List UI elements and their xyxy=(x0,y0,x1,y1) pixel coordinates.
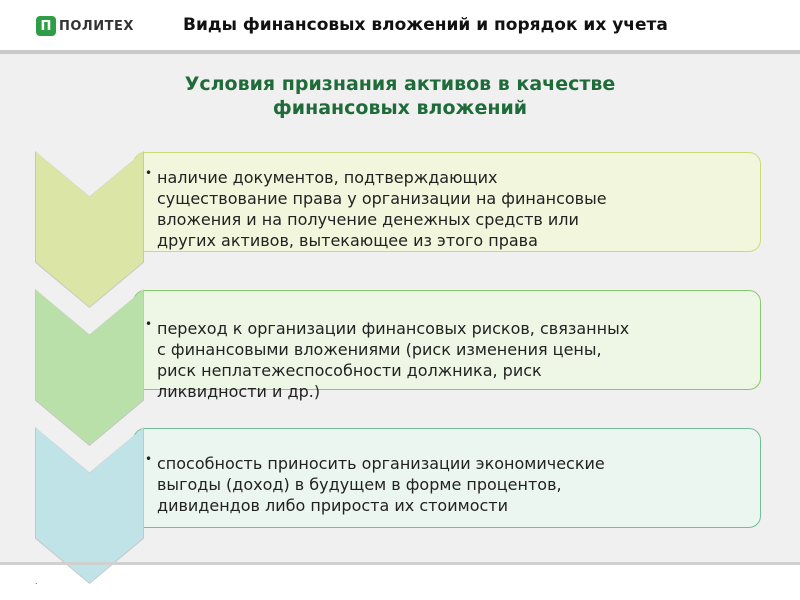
condition-2-line-1: переход к организации финансовых рисков, связанных xyxy=(157,319,630,338)
condition-1-line-3: вложения и на получение денежных средств или xyxy=(157,210,579,229)
bullet-1: • xyxy=(145,166,153,180)
bullet-3: • xyxy=(145,452,153,466)
condition-3-line-3: дивидендов либо прироста их стоимости xyxy=(157,496,508,515)
bullet-2: • xyxy=(145,317,153,331)
subtitle-line-1: Условия признания активов в качестве xyxy=(184,73,616,95)
page-title: Виды финансовых вложений и порядок их учета xyxy=(183,15,668,35)
condition-2-line-3: риск неплатежеспособности должника, риск xyxy=(157,361,542,380)
subtitle-line-2: финансовых вложений xyxy=(272,97,528,119)
condition-text-2 xyxy=(157,318,757,402)
condition-text-1 xyxy=(157,167,757,251)
logo-icon: П xyxy=(36,16,56,36)
condition-2-line-4: ликвидности и др.) xyxy=(157,382,321,401)
section-subtitle xyxy=(120,72,680,120)
logo-text: ПОЛИТЕХ xyxy=(59,18,134,34)
condition-3-line-2: выгоды (доход) в будущем в форме процентов, xyxy=(157,475,562,494)
condition-3-line-1: способность приносить организации экономические xyxy=(157,454,605,473)
condition-text-3 xyxy=(157,453,757,516)
footer-divider xyxy=(0,562,800,565)
logo xyxy=(36,14,134,38)
condition-1-line-2: существование права у организации на финансовые xyxy=(157,189,607,208)
header xyxy=(0,0,800,50)
condition-2-line-2: с финансовыми вложениями (риск изменения цены, xyxy=(157,340,602,359)
footer-mark: . xyxy=(35,577,38,586)
condition-1-line-4: других активов, вытекающее из этого права xyxy=(157,231,538,250)
condition-1-line-1: наличие документов, подтверждающих xyxy=(157,168,498,187)
